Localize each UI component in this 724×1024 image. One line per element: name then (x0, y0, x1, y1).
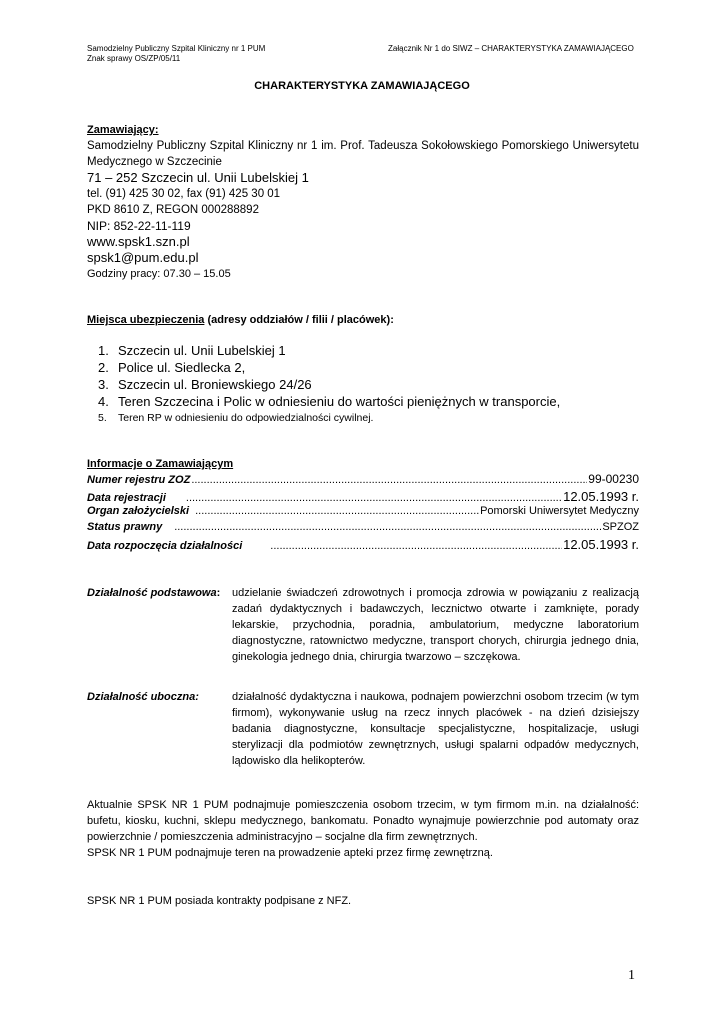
header-right: Załącznik Nr 1 do SIWZ – CHARAKTERYSTYKA ZAMAWIAJĄCEGO (388, 44, 634, 53)
activity-main-text: udzielanie świadczeń zdrowotnych i promocja zdrowia w powiązaniu z realizacją zadań dydaktycznych i badawczych, lecznictwo otwarte i zamknięte, porady lekarskie, przychodnia, poradnia, ambulatorium, medyczne laboratorium diagnostyczne, ratownictwo medyczne, transport chorych, chirurgia jednego dnia, ginekologia jednego dnia, chirurgia twarzowo – szczękowa. (232, 587, 639, 663)
activity-main (87, 585, 639, 665)
header-institution: Samodzielny Publiczny Szpital Kliniczny nr 1 PUM (87, 44, 266, 53)
paragraph-subletting: Aktualnie SPSK NR 1 PUM podnajmuje pomieszczenia osobom trzecim, w tym firmom m.in. na działalność: bufetu, kiosku, kuchni, sklepu medycznego, bankomatu. Ponadto wynajmuje powierzchnie pod automaty oraz powierzchnie / pomieszczenia administracyjno – socjalne dla firm zewnętrznych. (87, 799, 639, 843)
activity-side-text: działalność dydaktyczna i naukowa, podnajem powierzchni osobom trzecim (w tym firmom), wykonywanie usług na rzecz innych placówek - na dzień dzisiejszy badania diagnostyczne, konsultacje specjalistyczne, hospitalizacje, usługi sterylizacji dla podmiotów zewnętrznych, usługi spalarni odpadów medycznych, lądowisko dla helikopterów. (232, 691, 639, 767)
ordering-party-address: 71 – 252 Szczecin ul. Unii Lubelskiej 1 (87, 170, 309, 185)
header-case-number: Znak sprawy OS/ZP/05/11 (87, 54, 181, 63)
list-item: 3. Szczecin ul. Broniewskiego 24/26 (98, 377, 312, 392)
ordering-party-heading: Zamawiający: (87, 124, 159, 136)
info-row-legal-status: Status prawny ..... SPZOZ (87, 521, 639, 538)
locations-heading-rest: (adresy oddziałów / filii / placówek): (204, 314, 394, 326)
page-number: 1 (628, 968, 635, 983)
ordering-party-email: spsk1@pum.edu.pl (87, 250, 199, 265)
ordering-party-pkd: PKD 8610 Z, REGON 000288892 (87, 204, 259, 216)
info-row-founding-body: Organ założycielski ..... Pomorski Uniwersytet Medyczny (87, 505, 639, 522)
list-item: 5. Teren RP w odniesieniu do odpowiedzialności cywilnej. (98, 412, 374, 424)
locations-heading-underlined: Miejsca ubezpieczenia (87, 314, 205, 326)
activity-side-label: Działalność uboczna: (87, 691, 199, 703)
paragraph-pharmacy: SPSK NR 1 PUM podnajmuje teren na prowadzenie apteki przez firmę zewnętrzną. (87, 847, 493, 859)
info-row-registration-date: Data rejestracji ..... 12.05.1993 r. (87, 489, 639, 506)
info-row-registry: Numer rejestru ZOZ ..... 99-00230 (87, 472, 639, 489)
list-item: 1. Szczecin ul. Unii Lubelskiej 1 (98, 343, 286, 358)
header-left (87, 44, 265, 64)
info-row-start-date: Data rozpoczęcia działalności ..... 12.05.1993 r. (87, 537, 639, 554)
ordering-party-phone: tel. (91) 425 30 02, fax (91) 425 30 01 (87, 188, 281, 200)
activity-main-label: Działalność podstawowa: (87, 587, 221, 599)
ordering-party-block (87, 122, 639, 282)
page-title: CHARAKTERYSTYKA ZAMAWIAJĄCEGO (254, 80, 470, 92)
locations-heading (87, 312, 639, 328)
ordering-party-nip: NIP: 852-22-11-119 (87, 219, 191, 233)
info-heading: Informacje o Zamawiającym (87, 458, 234, 470)
list-item: 2. Police ul. Siedlecka 2, (98, 360, 246, 375)
paragraph-nfz: SPSK NR 1 PUM posiada kontrakty podpisane z NFZ. (87, 895, 352, 907)
activity-side (87, 689, 639, 769)
ordering-party-hours: Godziny pracy: 07.30 – 15.05 (87, 268, 231, 280)
ordering-party-name: Samodzielny Publiczny Szpital Kliniczny nr 1 im. Prof. Tadeusza Sokołowskiego Pomorskiego Uniwersytetu Medycznego w Szczecinie (87, 140, 639, 168)
locations-list (98, 342, 638, 427)
list-item: 4. Teren Szczecina i Polic w odniesieniu do wartości pieniężnych w transporcie, (98, 394, 561, 409)
ordering-party-website: www.spsk1.szn.pl (87, 234, 190, 249)
